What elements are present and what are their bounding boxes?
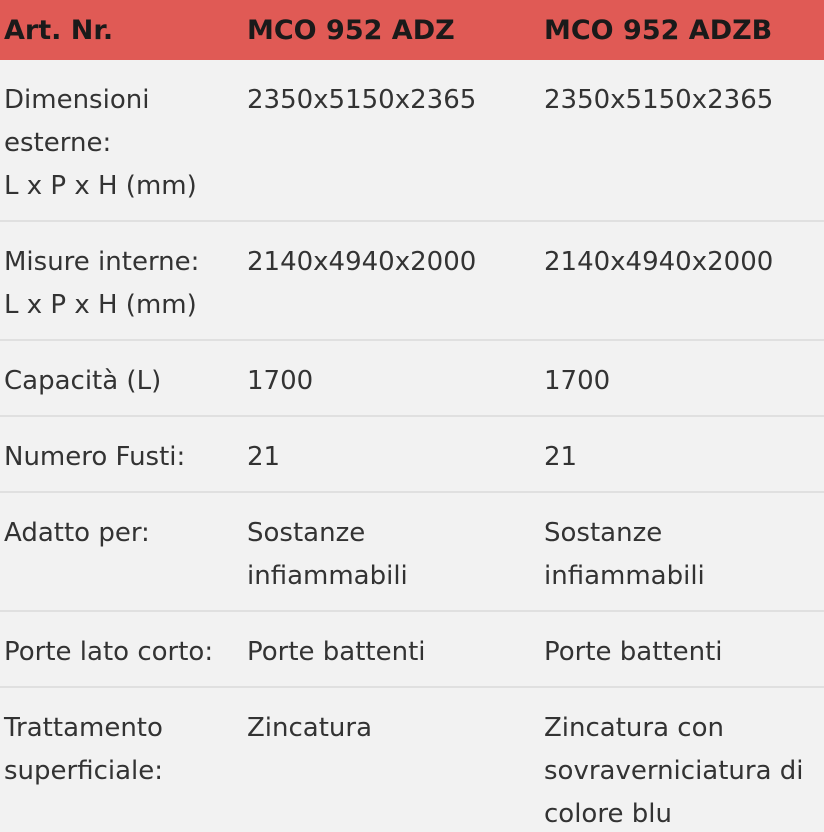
row-label-line: L x P x H (mm) [4,171,197,201]
row-label [0,221,243,340]
cell-adzb [540,611,824,687]
cell-adz-line: infiammabili [247,561,408,591]
cell-adzb [540,492,824,611]
table-row [0,611,824,687]
row-label [0,416,243,492]
cell-adzb-line: 2140x4940x2000 [544,247,774,277]
cell-adzb-line: 1700 [544,366,611,396]
cell-adz-line: Zincatura [247,713,373,743]
cell-adz-line: 2350x5150x2365 [247,85,477,115]
cell-adz-line: 2140x4940x2000 [247,247,477,277]
row-label-line: Porte lato corto: [4,637,214,667]
cell-adzb [540,687,824,832]
table-row [0,492,824,611]
header-row [0,0,824,60]
cell-adz-line: Sostanze [247,518,366,548]
cell-adzb [540,340,824,416]
cell-adz-line: 21 [247,442,281,472]
cell-adz-line: Porte battenti [247,637,426,667]
row-label [0,60,243,221]
row-label-line: L x P x H (mm) [4,290,197,320]
cell-adz [243,611,540,687]
table-row [0,687,824,832]
header-mco-952-adzb: MCO 952 ADZB [544,14,773,46]
table-header [0,0,824,60]
table-row [0,221,824,340]
row-label-line: esterne: [4,128,112,158]
cell-adzb-line: 21 [544,442,578,472]
header-art-nr: Art. Nr. [4,14,114,46]
cell-adzb-line: Zincatura con [544,713,724,743]
row-label-line: Dimensioni [4,85,150,115]
cell-adzb-line: Sostanze [544,518,663,548]
table-body [0,60,824,832]
cell-adzb-line: infiammabili [544,561,705,591]
cell-adz [243,416,540,492]
header-mco-952-adz: MCO 952 ADZ [247,14,455,46]
cell-adzb-line: sovraverniciatura di [544,756,804,786]
cell-adz [243,687,540,832]
table-row [0,60,824,221]
cell-adzb-line: colore blu [544,799,672,829]
cell-adz [243,221,540,340]
cell-adzb [540,60,824,221]
cell-adzb [540,416,824,492]
row-label-line: Capacità (L) [4,366,162,396]
row-label-line: Trattamento [4,713,163,743]
cell-adz [243,60,540,221]
row-label [0,340,243,416]
cell-adzb [540,221,824,340]
row-label-line: Numero Fusti: [4,442,186,472]
row-label [0,611,243,687]
cell-adzb-line: 2350x5150x2365 [544,85,774,115]
row-label-line: superficiale: [4,756,164,786]
cell-adz [243,492,540,611]
row-label-line: Adatto per: [4,518,150,548]
row-label-line: Misure interne: [4,247,200,277]
table-row [0,416,824,492]
cell-adz-line: 1700 [247,366,314,396]
table-row [0,340,824,416]
row-label [0,492,243,611]
cell-adz [243,340,540,416]
row-label [0,687,243,832]
cell-adzb-line: Porte battenti [544,637,723,667]
